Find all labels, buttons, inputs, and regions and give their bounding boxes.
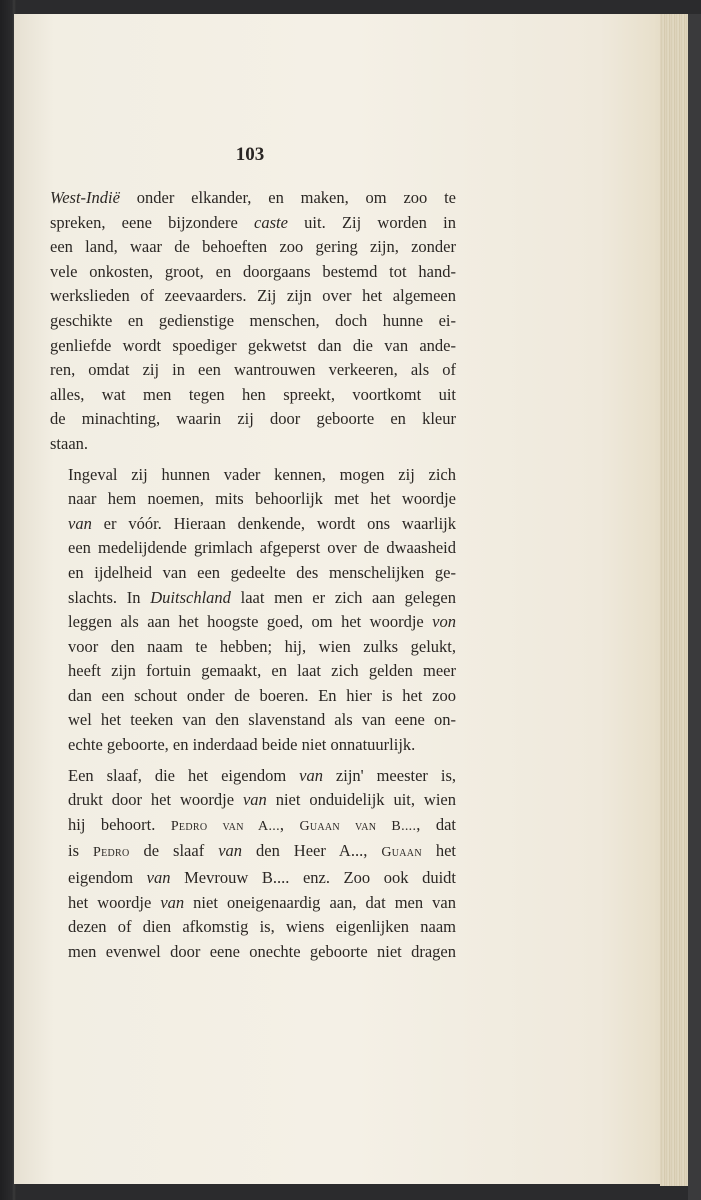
text-line bbox=[50, 235, 456, 260]
text-run: genliefde wordt spoediger gekwetst dan die van ande- bbox=[50, 335, 456, 355]
text-line bbox=[50, 940, 456, 965]
text-line bbox=[50, 684, 456, 709]
text-line bbox=[50, 358, 456, 383]
smallcaps-text: Pedro bbox=[93, 845, 130, 861]
page-edges bbox=[660, 14, 690, 1186]
smallcaps-text: Guaan bbox=[381, 845, 422, 861]
text-run: Ingeval zij hunnen vader kennen, mogen zij zich bbox=[68, 464, 456, 484]
text-line bbox=[50, 383, 456, 408]
text-line bbox=[50, 407, 456, 432]
text-line bbox=[50, 891, 456, 916]
smallcaps-text: Pedro van A... bbox=[170, 818, 280, 834]
text-run: de minachting, waarin zij door geboorte en kleur bbox=[50, 409, 456, 429]
text-run: wel het teeken van den slavenstand als van eene on- bbox=[68, 710, 456, 730]
text-run: , bbox=[279, 814, 300, 834]
text-line bbox=[50, 260, 456, 285]
text-run: niet onduidelijk uit, wien bbox=[266, 790, 456, 810]
paragraph bbox=[50, 186, 456, 457]
text-run: echte geboorte, en inderdaad beide niet onnatuurlijk. bbox=[68, 735, 416, 755]
text-run: laat men er zich aan gelegen bbox=[230, 587, 456, 607]
text-run: Een slaaf, die het eigendom bbox=[68, 765, 300, 785]
text-run: men evenwel door eene onechte geboorte niet dragen bbox=[68, 941, 456, 961]
text-line bbox=[50, 512, 456, 537]
text-line bbox=[50, 764, 456, 789]
text-run: slachts. In bbox=[68, 587, 151, 607]
text-line bbox=[50, 487, 456, 512]
text-run: den Heer A..., bbox=[242, 841, 382, 861]
text-run: dan een schout onder de boeren. En hier is het zoo bbox=[68, 685, 456, 705]
text-line bbox=[50, 635, 456, 660]
text-run: het bbox=[421, 841, 456, 861]
text-run: staan. bbox=[50, 433, 89, 453]
text-run: uit. Zij worden in bbox=[287, 212, 456, 232]
paragraph bbox=[50, 764, 456, 965]
text-line bbox=[50, 788, 456, 813]
text-line bbox=[50, 463, 456, 488]
text-line bbox=[50, 866, 456, 891]
page-number: 103 bbox=[235, 144, 265, 165]
text-line bbox=[50, 334, 456, 359]
text-run: hij behoort. bbox=[68, 814, 171, 834]
italic-text: van bbox=[242, 790, 267, 810]
text-line bbox=[50, 284, 456, 309]
text-line bbox=[50, 610, 456, 635]
text-line bbox=[50, 733, 456, 758]
text-line bbox=[50, 839, 456, 866]
text-run: het woordje bbox=[68, 892, 161, 912]
italic-text: caste bbox=[254, 212, 288, 232]
text-run: is bbox=[68, 841, 93, 861]
text-line bbox=[50, 813, 456, 840]
italic-text: van bbox=[68, 513, 92, 533]
italic-text: van bbox=[299, 765, 323, 785]
text-run: dezen of dien afkomstig is, wiens eigenlijken naam bbox=[68, 917, 456, 937]
body-text bbox=[50, 186, 456, 964]
text-run: voor den naam te hebben; hij, wien zulks gelukt, bbox=[68, 636, 456, 656]
text-run: drukt door het woordje bbox=[68, 790, 243, 810]
italic-text: West-Indië bbox=[50, 188, 120, 207]
italic-text: von bbox=[432, 612, 456, 632]
text-run: er vóór. Hieraan denkende, wordt ons waarlijk bbox=[91, 513, 456, 533]
paragraph bbox=[50, 463, 456, 758]
text-run: eigendom bbox=[68, 868, 147, 888]
text-run: zijn' meester is, bbox=[322, 765, 456, 785]
text-line bbox=[50, 211, 456, 236]
text-line bbox=[50, 561, 456, 586]
text-line bbox=[50, 586, 456, 611]
italic-text: van bbox=[146, 868, 171, 888]
italic-text: Duitschland bbox=[150, 587, 231, 607]
text-run: een land, waar de behoeften zoo gering zijn, zonder bbox=[50, 237, 456, 257]
text-run: , dat bbox=[416, 814, 456, 834]
text-run: vele onkosten, groot, en doorgaans bestemd tot hand- bbox=[50, 261, 456, 281]
text-line bbox=[50, 432, 456, 457]
text-line bbox=[50, 536, 456, 561]
text-run: alles, wat men tegen hen spreekt, voortkomt uit bbox=[50, 384, 456, 404]
text-run: Mevrouw B.... enz. Zoo ook duidt bbox=[170, 868, 456, 888]
text-run: heeft zijn fortuin gemaakt, en laat zich gelden meer bbox=[68, 661, 456, 681]
text-run: en ijdelheid van een gedeelte des menschelijken ge- bbox=[68, 562, 456, 582]
text-run: ren, omdat zij in een wantrouwen verkeeren, als of bbox=[50, 360, 456, 380]
text-run: geschikte en gedienstige menschen, doch hunne ei- bbox=[50, 310, 456, 330]
smallcaps-text: Guaan van B.... bbox=[299, 818, 417, 834]
text-run: spreken, eene bijzondere bbox=[50, 212, 255, 232]
background-shadow bbox=[688, 14, 701, 1200]
text-line bbox=[50, 708, 456, 733]
text-run: niet oneigenaardig aan, dat men van bbox=[184, 892, 456, 912]
text-run: onder elkander, en maken, om zoo te bbox=[119, 188, 456, 207]
italic-text: van bbox=[160, 892, 185, 912]
text-run: werkslieden of zeevaarders. Zij zijn over het algemeen bbox=[50, 286, 456, 306]
text-line bbox=[50, 186, 456, 211]
text-line bbox=[50, 309, 456, 334]
text-run: een medelijdende grimlach afgeperst over de dwaasheid bbox=[68, 538, 456, 558]
text-line bbox=[50, 659, 456, 684]
italic-text: van bbox=[218, 841, 243, 861]
text-run: naar hem noemen, mits behoorlijk met het woordje bbox=[68, 489, 456, 509]
text-run: leggen als aan het hoogste goed, om het woordje bbox=[68, 612, 433, 632]
text-line bbox=[50, 915, 456, 940]
text-run: de slaaf bbox=[129, 841, 219, 861]
